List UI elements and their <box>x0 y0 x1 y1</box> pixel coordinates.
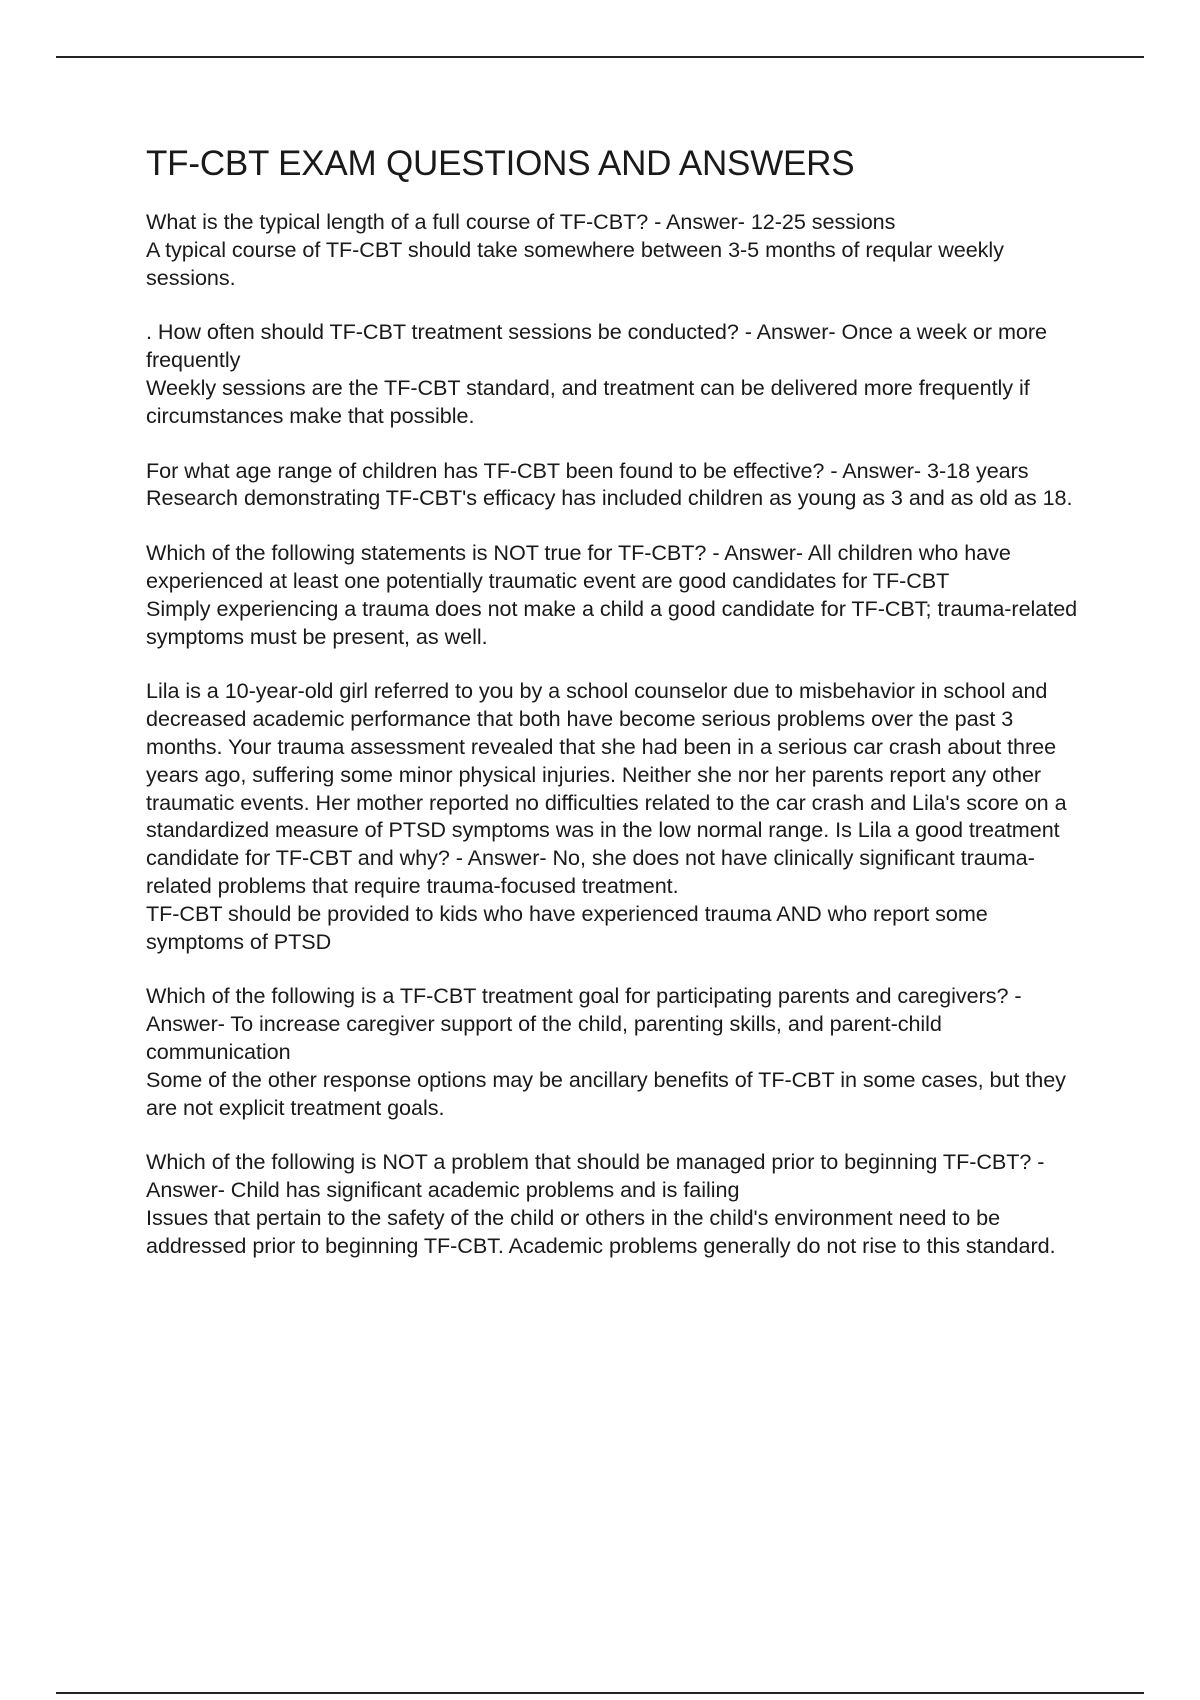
qa-item <box>146 677 1090 955</box>
qa-explanation: Some of the other response options may be ancillary benefits of TF-CBT in some cases, but they are not explicit treatment goals. <box>146 1066 1066 1120</box>
qa-explanation: Issues that pertain to the safety of the child or others in the child's environment need to be addressed prior to beginning TF-CBT. Academic problems generally do not rise to this standard. <box>146 1204 1056 1258</box>
top-divider <box>56 56 1144 58</box>
qa-question: Which of the following is NOT a problem that should be managed prior to beginning TF-CBT? - Answer- Child has significant academic problems and is failing <box>146 1149 1045 1203</box>
qa-item <box>146 457 1090 513</box>
qa-question: . How often should TF-CBT treatment sessions be conducted? - Answer- Once a week or more frequently <box>146 319 1047 373</box>
page-title: TF-CBT EXAM QUESTIONS AND ANSWERS <box>146 144 855 183</box>
qa-item <box>146 539 1090 650</box>
qa-explanation: Simply experiencing a trauma does not make a child a good candidate for TF-CBT; trauma-related symptoms must be present, as well. <box>146 595 1078 649</box>
qa-explanation: Research demonstrating TF-CBT's efficacy has included children as young as 3 and as old as 18. <box>146 485 1073 511</box>
qa-explanation: TF-CBT should be provided to kids who have experienced trauma AND who report some symptoms of PTSD <box>146 900 988 954</box>
qa-question: Which of the following is a TF-CBT treatment goal for participating parents and caregivers? - Answer- To increase caregiver support of the child, parenting skills, and parent-child communication <box>146 983 1022 1064</box>
qa-item <box>146 318 1090 429</box>
qa-item <box>146 1148 1090 1259</box>
qa-question: For what age range of children has TF-CBT been found to be effective? - Answer- 3-18 years <box>146 457 1029 483</box>
bottom-divider <box>56 1692 1144 1694</box>
qa-question: Which of the following statements is NOT true for TF-CBT? - Answer- All children who have experienced at least one potentially traumatic event are good candidates for TF-CBT <box>146 540 1011 593</box>
qa-item <box>146 208 1090 291</box>
qa-explanation: Weekly sessions are the TF-CBT standard, and treatment can be delivered more frequently if circumstances make that possible. <box>146 374 1030 428</box>
document-body <box>146 140 1090 1287</box>
qa-item <box>146 982 1090 1121</box>
qa-explanation: A typical course of TF-CBT should take somewhere between 3-5 months of reqular weekly sessions. <box>146 236 1004 290</box>
qa-question: What is the typical length of a full course of TF-CBT? - Answer- 12-25 sessions <box>146 209 896 234</box>
qa-question: Lila is a 10-year-old girl referred to you by a school counselor due to misbehavior in school and decreased academic performance that both have become serious problems over the past 3 months. Your trauma assessment revealed that she had been in a serious car crash about three years ago, suffering some minor physical injuries. Neither she nor her parents report any other traumatic events. Her mother reported no difficulties related to the car crash and Lila's score on a standardized measure of PTSD symptoms was in the low normal range. Is Lila a good treatment candidate for TF-CBT and why? - Answer- No, she does not have clinically significant trauma-related problems that require trauma-focused treatment. <box>146 678 1067 898</box>
